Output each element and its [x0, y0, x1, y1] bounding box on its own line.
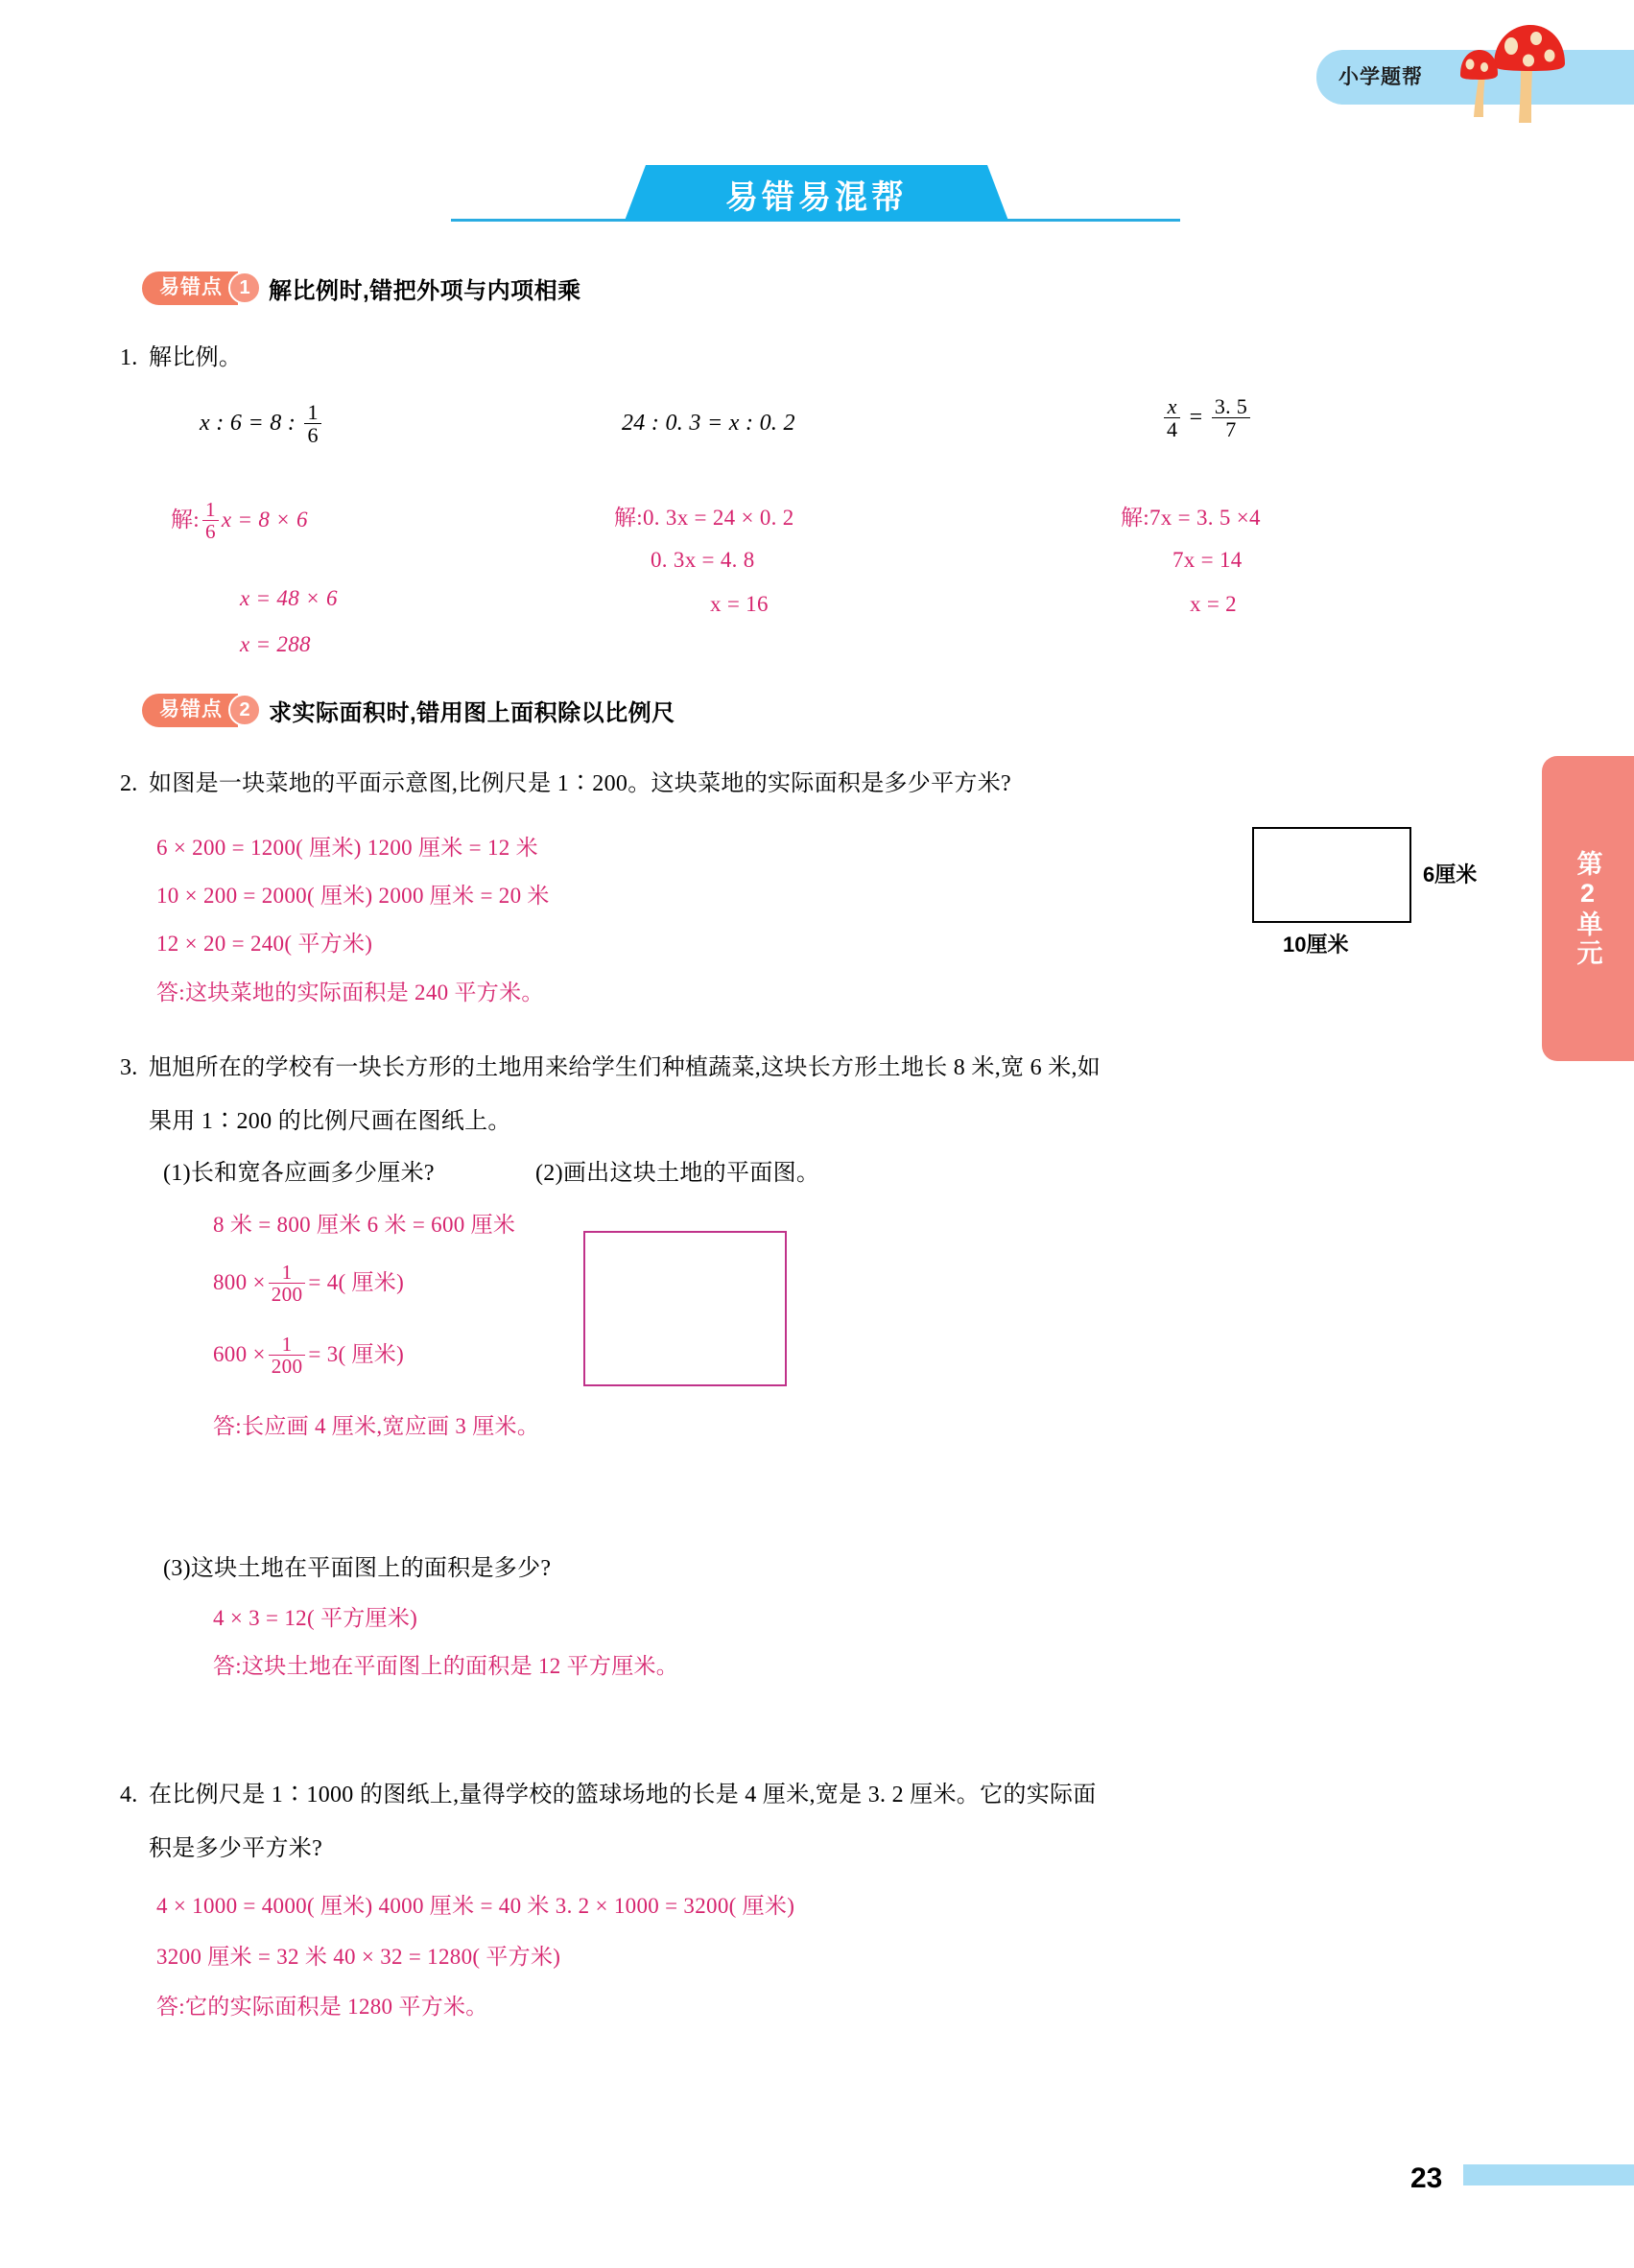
step-rest: x = 8 × 6	[221, 508, 308, 532]
step3-lead: 600 ×	[213, 1342, 266, 1366]
problem-4-number: 4.	[120, 1783, 138, 1807]
fraction-1-6-step: $\frac{1}{6}$	[202, 499, 219, 542]
problem-3-prompt-line1: 旭旭所在的学校有一块长方形的土地用来给学生们种植蔬菜,这块长方形土地长 8 米,宽 6 米,如	[149, 1055, 1101, 1080]
problem-3-sub1-answer: 答:长应画 4 厘米,宽应画 3 厘米。	[213, 1414, 540, 1438]
problem-1-number: 1.	[120, 345, 138, 370]
problem-1-col-3-step-3: x = 2	[1190, 592, 1237, 616]
problem-2-step-2: 10 × 200 = 2000( 厘米) 2000 厘米 = 20 米	[156, 884, 550, 908]
problem-3-sub1-step-2	[213, 1262, 404, 1306]
problem-3-sub2-label: (2)画出这块土地的平面图。	[535, 1161, 820, 1186]
problem-1-col-2-step-1: 解:0. 3x = 24 × 0. 2	[614, 506, 794, 530]
problem-1-col-2-step-2: 0. 3x = 4. 8	[651, 548, 755, 572]
error-point-title-2: 求实际面积时,错用图上面积除以比例尺	[269, 699, 675, 726]
fraction-1-6: $\frac{1}{6}$	[304, 401, 320, 446]
problem-1-prompt: 解比例。	[149, 345, 243, 370]
fraction-x-4: $\frac{x}{4}$	[1164, 395, 1180, 440]
error-point-label-1: 易错点	[142, 272, 238, 305]
eq-lead: x : 6 = 8 :	[200, 411, 296, 436]
error-point-title-1: 解比例时,错把外项与内项相乘	[269, 277, 581, 304]
problem-2-answer: 答:这块菜地的实际面积是 240 平方米。	[156, 980, 544, 1004]
unit-tab	[1542, 756, 1634, 1061]
problem-2-prompt: 如图是一块菜地的平面示意图,比例尺是 1∶200。这块菜地的实际面积是多少平方米?	[149, 771, 1011, 796]
problem-3-sub3-answer: 答:这块土地在平面图上的面积是 12 平方厘米。	[213, 1654, 679, 1678]
brand-logo-text: 小学题帮	[1338, 66, 1423, 88]
problem-1-col-3-step-2: 7x = 14	[1172, 548, 1243, 572]
step2-rest: = 4( 厘米)	[308, 1270, 405, 1294]
equals-sign: =	[1189, 405, 1203, 430]
problem-3-sub1-step-1: 8 米 = 800 厘米 6 米 = 600 厘米	[213, 1213, 516, 1237]
plot-width-label: 10厘米	[1283, 933, 1349, 957]
problem-4-prompt-line1: 在比例尺是 1∶1000 的图纸上,量得学校的篮球场地的长是 4 厘米,宽是 3. 2 厘米。它的实际面	[149, 1783, 1097, 1807]
problem-4-prompt-line2: 积是多少平方米?	[149, 1836, 323, 1861]
problem-1-col-1-step-3: x = 288	[240, 632, 311, 656]
problem-4-answer: 答:它的实际面积是 1280 平方米。	[156, 1995, 488, 2019]
step2-lead: 800 ×	[213, 1270, 266, 1294]
problem-1-col-3-equation	[1161, 395, 1253, 441]
problem-1-col-1-step-1	[171, 499, 308, 543]
problem-3-sub1-label: (1)长和宽各应画多少厘米?	[163, 1161, 435, 1186]
problem-1-col-1-equation	[200, 401, 324, 447]
error-point-number-2: 2	[228, 694, 261, 726]
problem-1-col-1-step-2: x = 48 × 6	[240, 586, 338, 610]
error-point-number-1: 1	[228, 272, 261, 304]
fraction-1-200-b: $\frac{1}{200}$	[269, 1334, 306, 1377]
problem-3-sub3-label: (3)这块土地在平面图上的面积是多少?	[163, 1556, 552, 1581]
problem-3-prompt-line2: 果用 1∶200 的比例尺画在图纸上。	[149, 1109, 511, 1134]
page-number: 23	[1410, 2162, 1443, 2194]
footer-bar	[1463, 2164, 1634, 2185]
fraction-1-200-a: $\frac{1}{200}$	[269, 1262, 306, 1305]
plan-drawing-rectangle	[583, 1231, 787, 1386]
plot-height-label: 6厘米	[1423, 862, 1478, 886]
error-point-badge-1	[142, 271, 581, 305]
problem-1-col-3-step-1: 解:7x = 3. 5 ×4	[1121, 506, 1261, 530]
error-point-label-2: 易错点	[142, 694, 238, 727]
solve-prefix: 解:	[171, 508, 200, 532]
page-title: 易错易混帮	[725, 179, 908, 216]
problem-1-col-2-equation: 24 : 0. 3 = x : 0. 2	[622, 411, 795, 436]
error-point-badge-2	[142, 693, 675, 727]
problem-2-step-3: 12 × 20 = 240( 平方米)	[156, 932, 373, 956]
problem-4-step-2: 3200 厘米 = 32 米 40 × 32 = 1280( 平方米)	[156, 1945, 561, 1969]
vegetable-plot-rectangle	[1252, 827, 1411, 923]
problem-1-col-2-step-3: x = 16	[710, 592, 769, 616]
problem-3-sub3-step-1: 4 × 3 = 12( 平方厘米)	[213, 1606, 418, 1630]
problem-3-number: 3.	[120, 1055, 138, 1080]
problem-4-step-1: 4 × 1000 = 4000( 厘米) 4000 厘米 = 40 米 3. 2 × 1000 = 3200( 厘米)	[156, 1894, 795, 1918]
step3-rest: = 3( 厘米)	[308, 1342, 405, 1366]
fraction-35-7: $\frac{3. 5}{7}$	[1212, 395, 1250, 440]
unit-tab-label: 第2单元	[1573, 849, 1602, 968]
mushroom-icon	[1444, 21, 1578, 127]
problem-3-sub1-step-3	[213, 1334, 404, 1378]
problem-2-number: 2.	[120, 771, 138, 796]
problem-2-step-1: 6 × 200 = 1200( 厘米) 1200 厘米 = 12 米	[156, 836, 538, 860]
